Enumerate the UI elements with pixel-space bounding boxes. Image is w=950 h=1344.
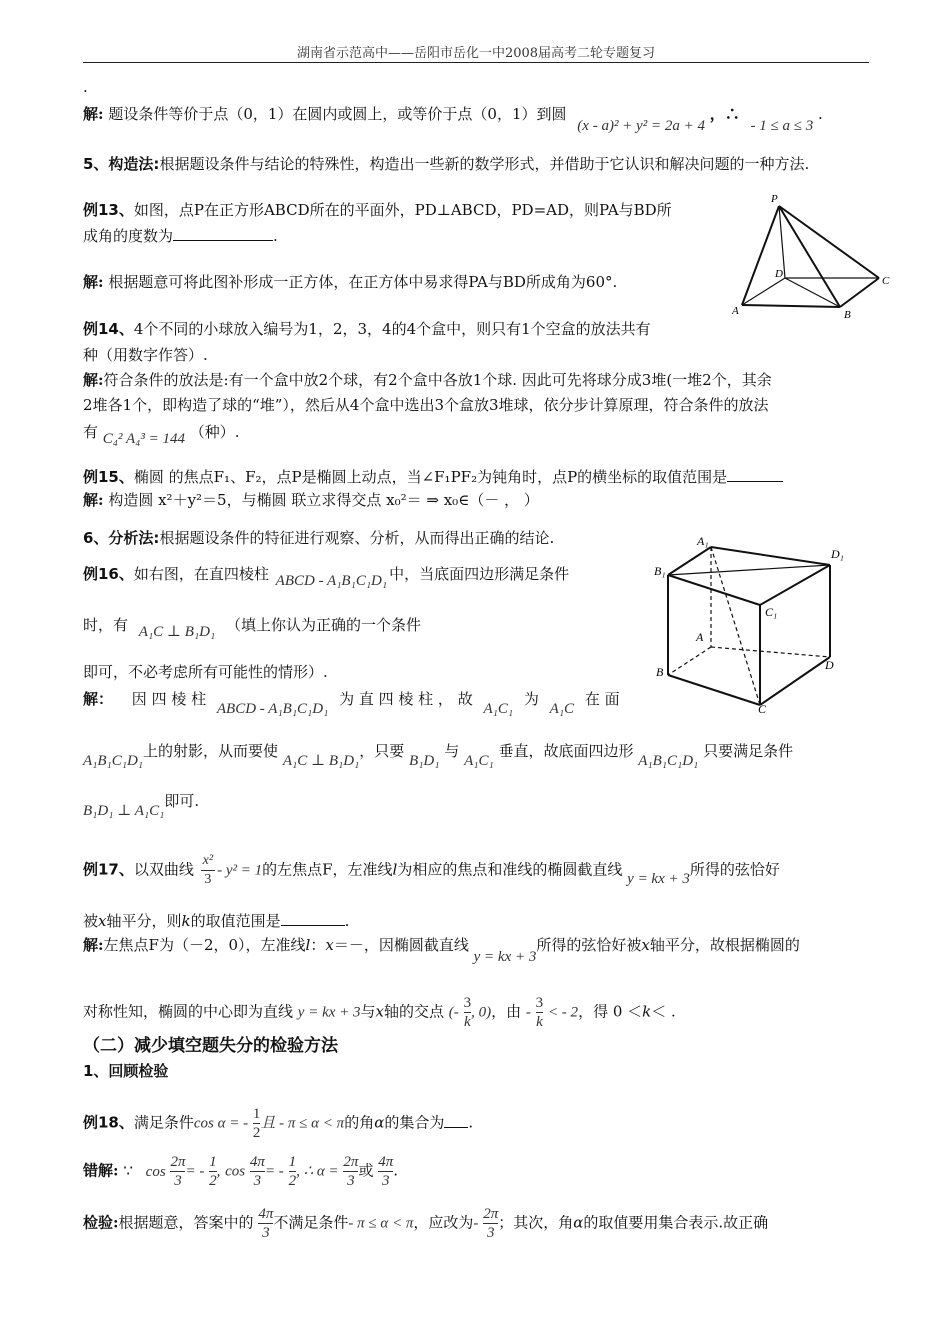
var-x: x — [325, 936, 334, 954]
angle-fraction — [378, 1153, 393, 1190]
part-2-item-1-text: 1、回顾检验 — [83, 1062, 169, 1080]
example-17-solution-text-1e: 轴平分，故根据椭圆的 — [649, 936, 800, 954]
label-A: A — [696, 630, 704, 644]
example-17-text-1d: 所得的弦恰好 — [689, 860, 780, 879]
example-16-label: 例16、 — [83, 565, 134, 583]
example-18-text-1a: 满足条件 — [133, 1113, 194, 1132]
example-18-label: 例18、 — [83, 1113, 134, 1132]
example-13-label: 例13、 — [83, 201, 134, 219]
line-equation: y = kx + 3 — [297, 1004, 361, 1021]
label-B: B — [844, 309, 851, 320]
example-16-solution-3 — [83, 790, 200, 819]
label-A1: A₁ — [697, 535, 709, 548]
solution-period: . — [818, 105, 823, 123]
example-16-line-1 — [83, 563, 570, 589]
example-16-solution-text-1b: 为 直 四 棱 柱 ， 故 — [339, 690, 473, 708]
half-fraction — [209, 1153, 217, 1190]
example-16-solution-text-2d: 垂直，故底面四边形 — [498, 742, 634, 760]
example-13-solution-text: 根据题意可将此图补形成一正方体，在正方体中易求得PA与BD所成角为60°. — [108, 273, 618, 291]
segment-A1C: A₁C — [549, 701, 575, 717]
example-17-solution-label: 解: — [83, 936, 104, 954]
or-text: 或 — [358, 1161, 374, 1180]
segment-A1C1: A₁C₁ — [464, 753, 494, 769]
cos-text: cos — [145, 1163, 166, 1180]
minus-sign: - — [473, 1215, 479, 1232]
method-6-label: 6、分析法: — [83, 529, 160, 547]
fraction-numerator: x² — [201, 852, 215, 871]
fraction-denominator: 3 — [381, 1173, 390, 1189]
fraction-numerator: 4π — [249, 1154, 265, 1170]
answer-blank — [281, 911, 345, 926]
circle-equation: (x - a)² + y² = 2a + 4 — [577, 118, 705, 134]
part-2-title — [83, 1035, 338, 1057]
combination-formula: C₄² A₄³ = 144 — [102, 431, 185, 447]
therefore-symbol: ，∴ — [709, 105, 740, 123]
example-14-solution-label: 解: — [83, 371, 104, 389]
stray-dot: . — [83, 78, 88, 96]
half-fraction — [289, 1153, 297, 1190]
example-14-solution-2: 2堆各1个，即构造了球的“堆”），然后从4个盒中选出3个盒放3堆球，依分步计算原理，符合条件的放法 — [83, 396, 769, 414]
answer-blank — [727, 467, 783, 482]
fraction-denominator: 3 — [347, 1173, 355, 1189]
plane-A1B1C1D1: A₁B₁C₁D₁ — [83, 753, 144, 769]
alpha-range: 且 - π ≤ α < π — [260, 1115, 345, 1132]
check-text-2: 不满足条件 — [273, 1213, 349, 1232]
example-16-solution-text-2b: ，只要 — [359, 742, 405, 760]
fraction-numerator: 3 — [463, 995, 472, 1011]
check-text-5: 的取值要用集合表示.故正确 — [583, 1213, 769, 1232]
header-rule — [83, 62, 869, 63]
example-13-text-1: 如图，点P在正方形ABCD所在的平面外，PD⊥ABCD，PD=AD，则PA与BD所 — [133, 201, 672, 219]
fraction-denominator: 3 — [253, 1173, 262, 1189]
answer-blank — [173, 226, 273, 241]
example-16-line-2 — [83, 614, 422, 640]
therefore-alpha: , ∴ α = — [296, 1163, 339, 1180]
pyramid-figure — [730, 190, 890, 320]
hyperbola-rest: - y² = 1 — [217, 862, 263, 879]
line-equation: y = kx + 3 — [627, 870, 690, 887]
example-16-solution-2 — [83, 740, 794, 769]
var-l: l — [392, 860, 398, 879]
example-17-line-1 — [83, 852, 780, 889]
example-17-text-1c: 为相应的焦点和准线的椭圆截直线 — [397, 860, 623, 879]
var-l: l — [305, 936, 311, 954]
fraction-denominator: 2 — [209, 1173, 217, 1189]
example-13-period: . — [273, 227, 278, 245]
example-17-solution-text-2b: 与 — [360, 1002, 376, 1021]
example-14-text-1: 4个不同的小球放入编号为1，2，3，4的4个盒中，则只有1个空盒的放法共有 — [133, 320, 651, 338]
cos-text: cos — [225, 1163, 246, 1180]
example-16-solution-text-2a: 上的射影，从而要使 — [143, 742, 279, 760]
wrong-solution-label: 错解: — [83, 1161, 119, 1180]
example-14-solution-text-3b: （种）. — [189, 423, 240, 441]
label-D: D — [825, 658, 834, 672]
example-17-solution-2 — [83, 994, 676, 1031]
hyperbola-fraction — [201, 852, 215, 889]
example-17-solution-text-2a: 对称性知，椭圆的中心即为直线 — [83, 1002, 294, 1021]
segment-B1D1: B₁D₁ — [409, 753, 440, 769]
example-16-solution-text-1c: 为 — [523, 690, 539, 708]
fraction-numerator: 2π — [483, 1206, 499, 1222]
example-14-solution-text-3a: 有 — [83, 423, 99, 441]
example-17-text-2a: 被 — [83, 912, 99, 930]
check-text-4: ；其次，角 — [498, 1213, 574, 1232]
example-17-solution-text-2e: ，得 0 ＜ — [578, 1002, 643, 1021]
fraction-denominator: 2 — [252, 1125, 261, 1141]
equals-minus: = - — [185, 1163, 205, 1180]
prism-name: ABCD - A₁B₁C₁D₁ — [275, 573, 388, 589]
part-2-title-text: （二）减少填空题失分的检验方法 — [83, 1036, 338, 1056]
example-13-line-1 — [83, 199, 672, 221]
example-16-solution-label: 解： — [83, 690, 114, 708]
prism-name: ABCD - A₁B₁C₁D₁ — [216, 701, 329, 717]
example-16-solution-text-1a: 因 四 棱 柱 — [131, 690, 207, 708]
prism-figure — [650, 535, 865, 715]
fraction-numerator: 1 — [288, 1154, 297, 1170]
perpendicular-condition: A₁C ⊥ B₁D₁ — [282, 753, 360, 769]
label-C1: C₁ — [765, 605, 778, 619]
label-C: C — [882, 275, 890, 287]
angle-fraction — [343, 1153, 358, 1190]
example-14-line-2: 种（用数字作答）. — [83, 346, 208, 364]
example-14-solution-text-1: 符合条件的放法是:有一个盒中放2个球，有2个盒中各放1个球. 因此可先将球分成3堆(一堆2个，其余 — [103, 371, 772, 389]
fraction-numerator: 4π — [258, 1206, 274, 1222]
example-13-solution-label: 解: — [83, 273, 104, 291]
method-5-text: 根据题设条件与结论的特殊性，构造出一些新的数学形式，并借助于它认识和解决问题的一种方法. — [159, 155, 810, 173]
example-15-solution-label: 解: — [83, 491, 104, 509]
fraction-denominator: k — [536, 1014, 543, 1030]
var-x: x — [375, 1002, 384, 1021]
var-k: k — [181, 912, 191, 930]
example-18-wrong-solution — [83, 1153, 398, 1190]
fraction-numerator: 4π — [378, 1154, 394, 1170]
example-14-line-1 — [83, 318, 651, 340]
fraction-denominator: k — [463, 1014, 471, 1030]
label-D1: D₁ — [831, 547, 844, 561]
segment-A1C1: A₁C₁ — [483, 701, 514, 717]
page-header: 湖南省示范高中——岳阳市岳化一中2008届高考二轮专题复习 — [296, 46, 656, 61]
method-6-line — [83, 527, 554, 549]
perpendicular-condition: A₁C ⊥ B₁D₁ — [138, 624, 216, 640]
fraction-numerator: 1 — [252, 1106, 261, 1122]
example-15-solution-text: 构造圆 x²＋y²＝5，与椭圆 联立求得交点 x₀²＝ ⇒ x₀∈（－ ， ） — [108, 491, 539, 509]
example-16-solution-1 — [83, 688, 620, 717]
example-16-text-2b: （填上你认为正确的一个条件 — [226, 616, 422, 634]
label-A: A — [732, 305, 739, 317]
example-15-label: 例15、 — [83, 468, 134, 486]
var-alpha: α — [374, 1113, 385, 1132]
angle-fraction — [170, 1153, 185, 1190]
perpendicular-condition: B₁D₁ ⊥ A₁C₁ — [83, 803, 165, 819]
solution-line — [83, 103, 823, 134]
label-C: C — [758, 702, 767, 715]
inequality-fraction — [536, 994, 544, 1031]
example-16-text-2a: 时，有 — [83, 616, 129, 634]
example-17-text-2c: 的取值范围是 — [190, 912, 281, 930]
label-P: P — [771, 193, 778, 205]
example-18-text-1b: 的角 — [344, 1113, 375, 1132]
example-17-solution-text-2c: 轴的交点 — [384, 1002, 445, 1021]
var-alpha: α — [573, 1213, 584, 1232]
point-fraction — [464, 994, 472, 1031]
example-16-line-3: 即可，不必考虑所有可能性的情形）. — [83, 663, 328, 681]
fraction-numerator: 3 — [535, 995, 544, 1011]
example-16-solution-text-2c: 与 — [444, 742, 460, 760]
fraction-denominator: 3 — [174, 1173, 182, 1189]
fraction-denominator: 2 — [288, 1173, 297, 1189]
example-17-solution-text-1d: 所得的弦恰好被 — [536, 936, 642, 954]
inequality-prefix: - — [525, 1004, 531, 1021]
example-16-solution-text-1d: 在 面 — [584, 690, 620, 708]
example-17-solution-text-2f: ＜ . — [651, 1002, 676, 1021]
answer-blank — [444, 1113, 468, 1128]
fraction-numerator: 2π — [170, 1154, 186, 1170]
fraction-numerator: 2π — [343, 1154, 359, 1170]
example-15-text: 椭圆 的焦点F₁、F₂，点P是椭圆上动点，当∠F₁PF₂为钝角时，点P的横坐标的取值范围是 — [133, 468, 728, 486]
plane-A1B1C1D1: A₁B₁C₁D₁ — [638, 753, 699, 769]
example-17-text-1a: 以双曲线 — [133, 860, 194, 879]
example-17-solution-text-1b: ： — [310, 936, 326, 954]
wrong-solution-period: . — [393, 1161, 399, 1180]
method-5-line — [83, 153, 809, 175]
example-18-text-1c: 的集合为 — [384, 1113, 445, 1132]
part-2-item-1 — [83, 1060, 168, 1082]
check-label: 检验: — [83, 1213, 119, 1232]
example-16-solution-text-3: 即可. — [164, 792, 200, 810]
example-16-text-1a: 如右图，在直四棱柱 — [133, 565, 269, 583]
label-D: D — [775, 268, 783, 280]
example-14-solution-3 — [83, 421, 240, 447]
example-13-solution — [83, 271, 617, 293]
comma: , — [216, 1163, 221, 1180]
point-prefix: (- — [448, 1004, 459, 1021]
example-17-solution-text-1c: ＝－，因椭圆截直线 — [333, 936, 469, 954]
example-18-period: . — [468, 1113, 474, 1132]
example-17-solution-text-1a: 左焦点F为（－2，0），左准线 — [103, 936, 306, 954]
label-B: B — [656, 665, 664, 679]
example-17-text-2b: 轴平分，则 — [106, 912, 182, 930]
fraction-denominator: 3 — [262, 1225, 270, 1241]
alpha-range: - π ≤ α < π — [348, 1215, 414, 1232]
angle-fraction — [483, 1205, 498, 1242]
example-18-line — [83, 1105, 473, 1142]
var-x: x — [98, 912, 107, 930]
example-17-text-1b: 的左焦点F，左准线 — [262, 860, 393, 879]
fraction-denominator: 3 — [486, 1225, 495, 1241]
example-17-solution-1 — [83, 934, 800, 965]
example-18-check — [83, 1205, 768, 1242]
example-16-solution-text-2e: 只要满足条件 — [703, 742, 794, 760]
equals-minus: = - — [264, 1163, 284, 1180]
example-16-text-1b: 中，当底面四边形满足条件 — [389, 565, 570, 583]
example-17-solution-text-2d: ，由 — [491, 1002, 522, 1021]
cos-condition: cos α = - — [193, 1115, 249, 1132]
example-15-solution — [83, 489, 539, 511]
method-5-label: 5、构造法: — [83, 155, 160, 173]
angle-fraction — [258, 1205, 273, 1242]
inequality-suffix: < - 2 — [547, 1004, 579, 1021]
method-6-text: 根据题设条件的特征进行观察、分析，从而得出正确的结论. — [159, 529, 555, 547]
example-17-label: 例17、 — [83, 860, 134, 879]
check-text-3: ，应改为 — [413, 1213, 474, 1232]
because-symbol: ∵ — [123, 1161, 133, 1180]
var-k: k — [642, 1002, 652, 1021]
label-B1: B₁ — [654, 564, 666, 578]
solution-text: 题设条件等价于点（0，1）在圆内或圆上，或等价于点（0，1）到圆 — [108, 105, 567, 123]
a-range: - 1 ≤ a ≤ 3 — [750, 118, 814, 134]
angle-fraction — [250, 1153, 265, 1190]
example-17-line-2 — [83, 910, 349, 932]
example-14-solution-1 — [83, 369, 772, 391]
point-suffix: , 0) — [471, 1004, 492, 1021]
check-text-1: 根据题意，答案中的 — [118, 1213, 254, 1232]
fraction-denominator: 3 — [204, 872, 212, 887]
example-15-line — [83, 466, 783, 488]
example-13-text-2: 成角的度数为 — [83, 227, 174, 245]
example-14-label: 例14、 — [83, 320, 134, 338]
fraction-numerator: 1 — [209, 1154, 217, 1170]
var-x: x — [641, 936, 650, 954]
line-equation: y = kx + 3 — [473, 949, 537, 965]
example-13-line-2 — [83, 225, 278, 247]
solution-label: 解: — [83, 105, 104, 123]
example-17-period: . — [344, 912, 350, 930]
